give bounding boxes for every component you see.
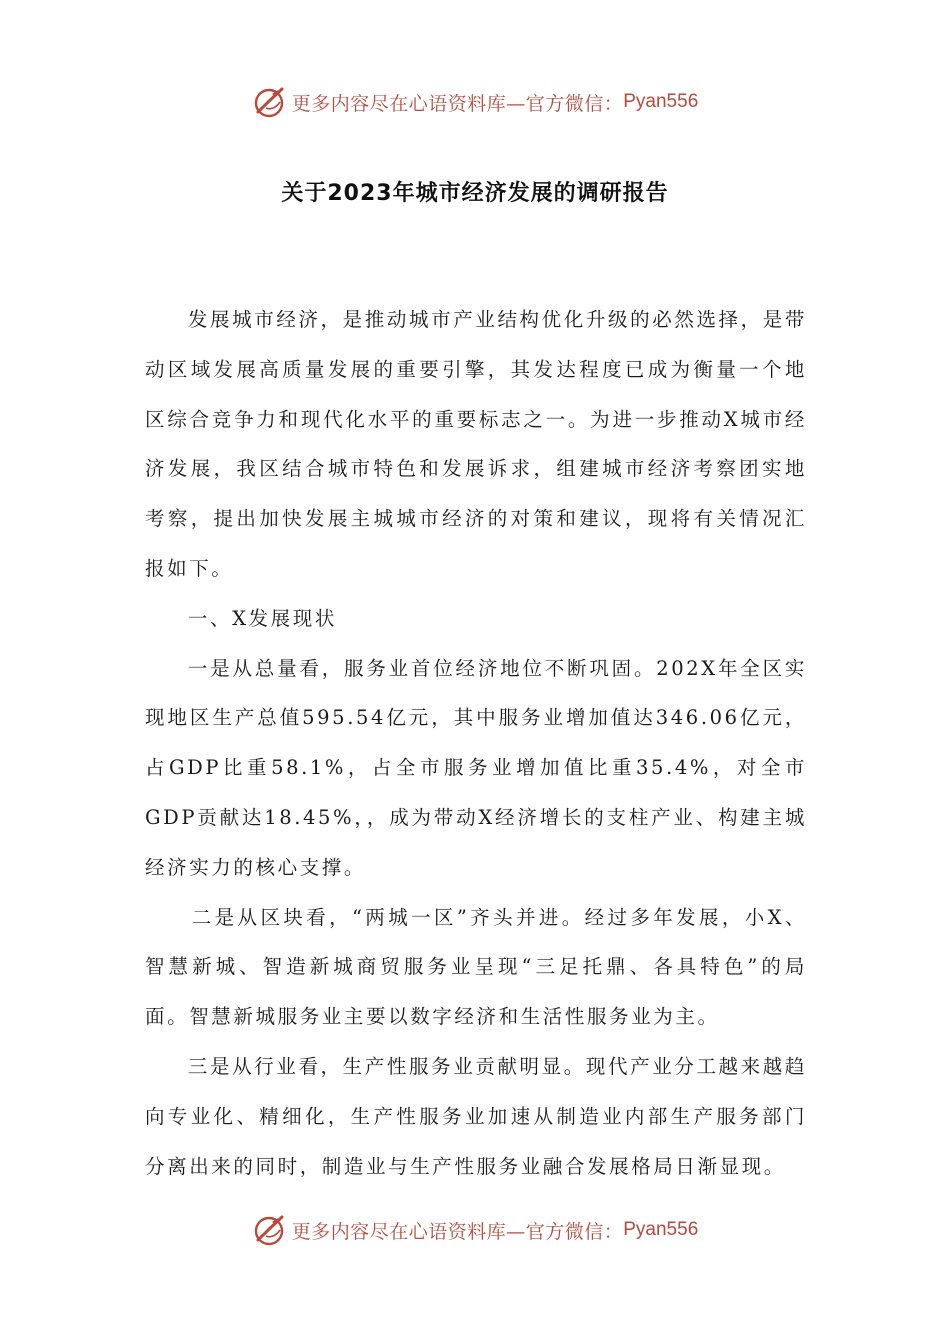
- pen-logo-icon: [252, 1212, 288, 1248]
- paragraph-region: 二是从区块看，“两城一区”齐头并进。经过多年发展，小X、智慧新城、智造新城商贸服务业呈现“三足托鼎、各具特色”的局面。智慧新城服务业主要以数字经济和生活性服务业为主。: [145, 905, 807, 1029]
- section-heading: 一、X发展现状: [187, 606, 337, 630]
- paragraph-intro: 发展城市经济，是推动城市产业结构优化升级的必然选择，是带动区域发展高质量发展的重要引擎，其发达程度已成为衡量一个地区综合竞争力和现代化水平的重要标志之一。为进一步推动X城市经济发展，我区结合城市特色和发展诉求，组建城市经济考察团实地考察，提出加快发展主城城市经济的对策和建议，现将有关情况汇报如下。: [145, 308, 807, 580]
- paragraph-industry: 三是从行业看，生产性服务业贡献明显。现代产业分工越来越趋向专业化、精细化，生产性服务业加速从制造业内部生产服务部门分离出来的同时，制造业与生产性服务业融合发展格局日渐显现。: [145, 1054, 807, 1178]
- wechat-id: Pyan556: [623, 1219, 699, 1240]
- document-body: [145, 295, 807, 1191]
- promo-text: 更多内容尽在心语资料库—官方微信：: [291, 1220, 624, 1243]
- paragraph-total: 一是从总量看，服务业首位经济地位不断巩固。202X年全区实现地区生产总值595.54亿元，其中服务业增加值达346.06亿元，占GDP比重58.1%，占全市服务业增加值比重35.4%，对全市GDP贡献达18.45%，，成为带动X经济增长的支柱产业、构建主城经济实力的核心支撑。: [145, 656, 807, 879]
- promo-text: 更多内容尽在心语资料库—官方微信：: [291, 92, 624, 115]
- pen-logo-icon: [252, 84, 288, 120]
- wechat-id: Pyan556: [623, 91, 699, 112]
- footer-banner: [0, 1208, 950, 1252]
- document-title: 关于2023年城市经济发展的调研报告: [281, 181, 669, 206]
- header-banner: [0, 80, 950, 124]
